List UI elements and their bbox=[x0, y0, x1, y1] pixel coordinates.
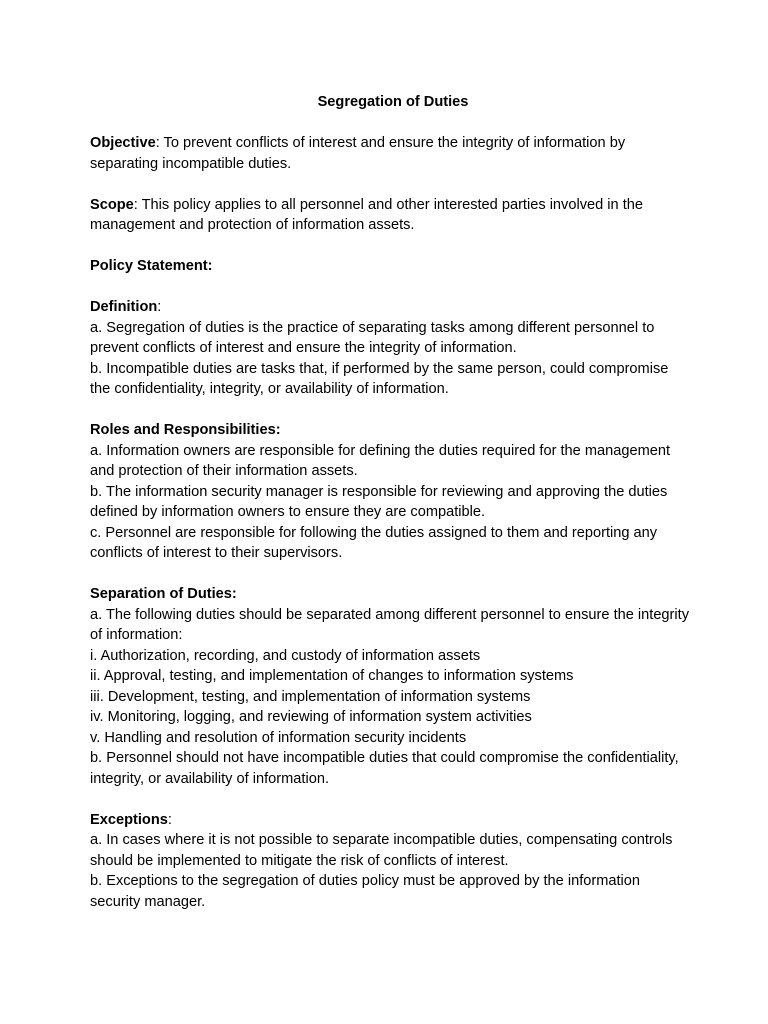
exceptions-label: Exceptions bbox=[90, 811, 168, 828]
separation-item: a. The following duties should be separated among different personnel to ensure the integrity of information: bbox=[90, 606, 690, 643]
roles-item: b. The information security manager is responsible for reviewing and approving the duties defined by information owners to ensure they are compatible. bbox=[90, 483, 668, 520]
definition-label: Definition bbox=[90, 299, 158, 315]
roles-item: c. Personnel are responsible for following the duties assigned to them and reporting any conflicts of interest to their supervisors. bbox=[90, 524, 658, 561]
scope-label: Scope bbox=[90, 196, 134, 213]
exceptions-heading bbox=[90, 810, 690, 831]
scope-text: : This policy applies to all personnel and other interested parties involved in the management and protection of information assets. bbox=[90, 196, 643, 233]
document-title: Segregation of Duties bbox=[317, 94, 469, 110]
exceptions-label-suffix: : bbox=[167, 811, 172, 828]
exceptions-item: a. In cases where it is not possible to separate incompatible duties, compensating controls should be implemented to mitigate the risk of conflicts of interest. bbox=[90, 832, 673, 869]
separation-item: v. Handling and resolution of information security incidents bbox=[90, 729, 467, 746]
separation-item: i. Authorization, recording, and custody of information assets bbox=[90, 647, 481, 664]
separation-item: iii. Development, testing, and implementation of information systems bbox=[90, 688, 531, 705]
definition-item: a. Segregation of duties is the practice of separating tasks among different personnel to prevent conflicts of interest and ensure the integrity of information. bbox=[90, 319, 655, 356]
objective-label: Objective bbox=[90, 135, 156, 151]
document-body bbox=[90, 92, 690, 912]
definition-heading bbox=[90, 297, 690, 318]
separation-section bbox=[90, 584, 690, 789]
scope-section bbox=[90, 195, 690, 236]
roles-section bbox=[90, 420, 690, 564]
definition-label-suffix: : bbox=[157, 299, 162, 315]
exceptions-item: b. Exceptions to the segregation of duties policy must be approved by the information security manager. bbox=[90, 873, 641, 910]
objective-text: : To prevent conflicts of interest and ensure the integrity of information by separating incompatible duties. bbox=[90, 135, 626, 172]
objective-section bbox=[90, 133, 690, 174]
separation-item: ii. Approval, testing, and implementation of changes to information systems bbox=[90, 668, 574, 684]
separation-item: b. Personnel should not have incompatible duties that could compromise the confidentiality, integrity, or availability of information. bbox=[90, 750, 679, 787]
definition-item: b. Incompatible duties are tasks that, if performed by the same person, could compromise the confidentiality, integrity, or availability of information. bbox=[90, 360, 669, 397]
roles-item: a. Information owners are responsible for defining the duties required for the management and protection of their information assets. bbox=[90, 442, 671, 479]
roles-label: Roles and Responsibilities: bbox=[90, 422, 281, 438]
definition-section bbox=[90, 297, 690, 400]
separation-label: Separation of Duties: bbox=[90, 586, 237, 602]
separation-item: iv. Monitoring, logging, and reviewing of information system activities bbox=[90, 709, 532, 725]
policy-statement-section bbox=[90, 256, 690, 277]
exceptions-section bbox=[90, 810, 690, 913]
policy-statement-label: Policy Statement: bbox=[90, 258, 213, 274]
